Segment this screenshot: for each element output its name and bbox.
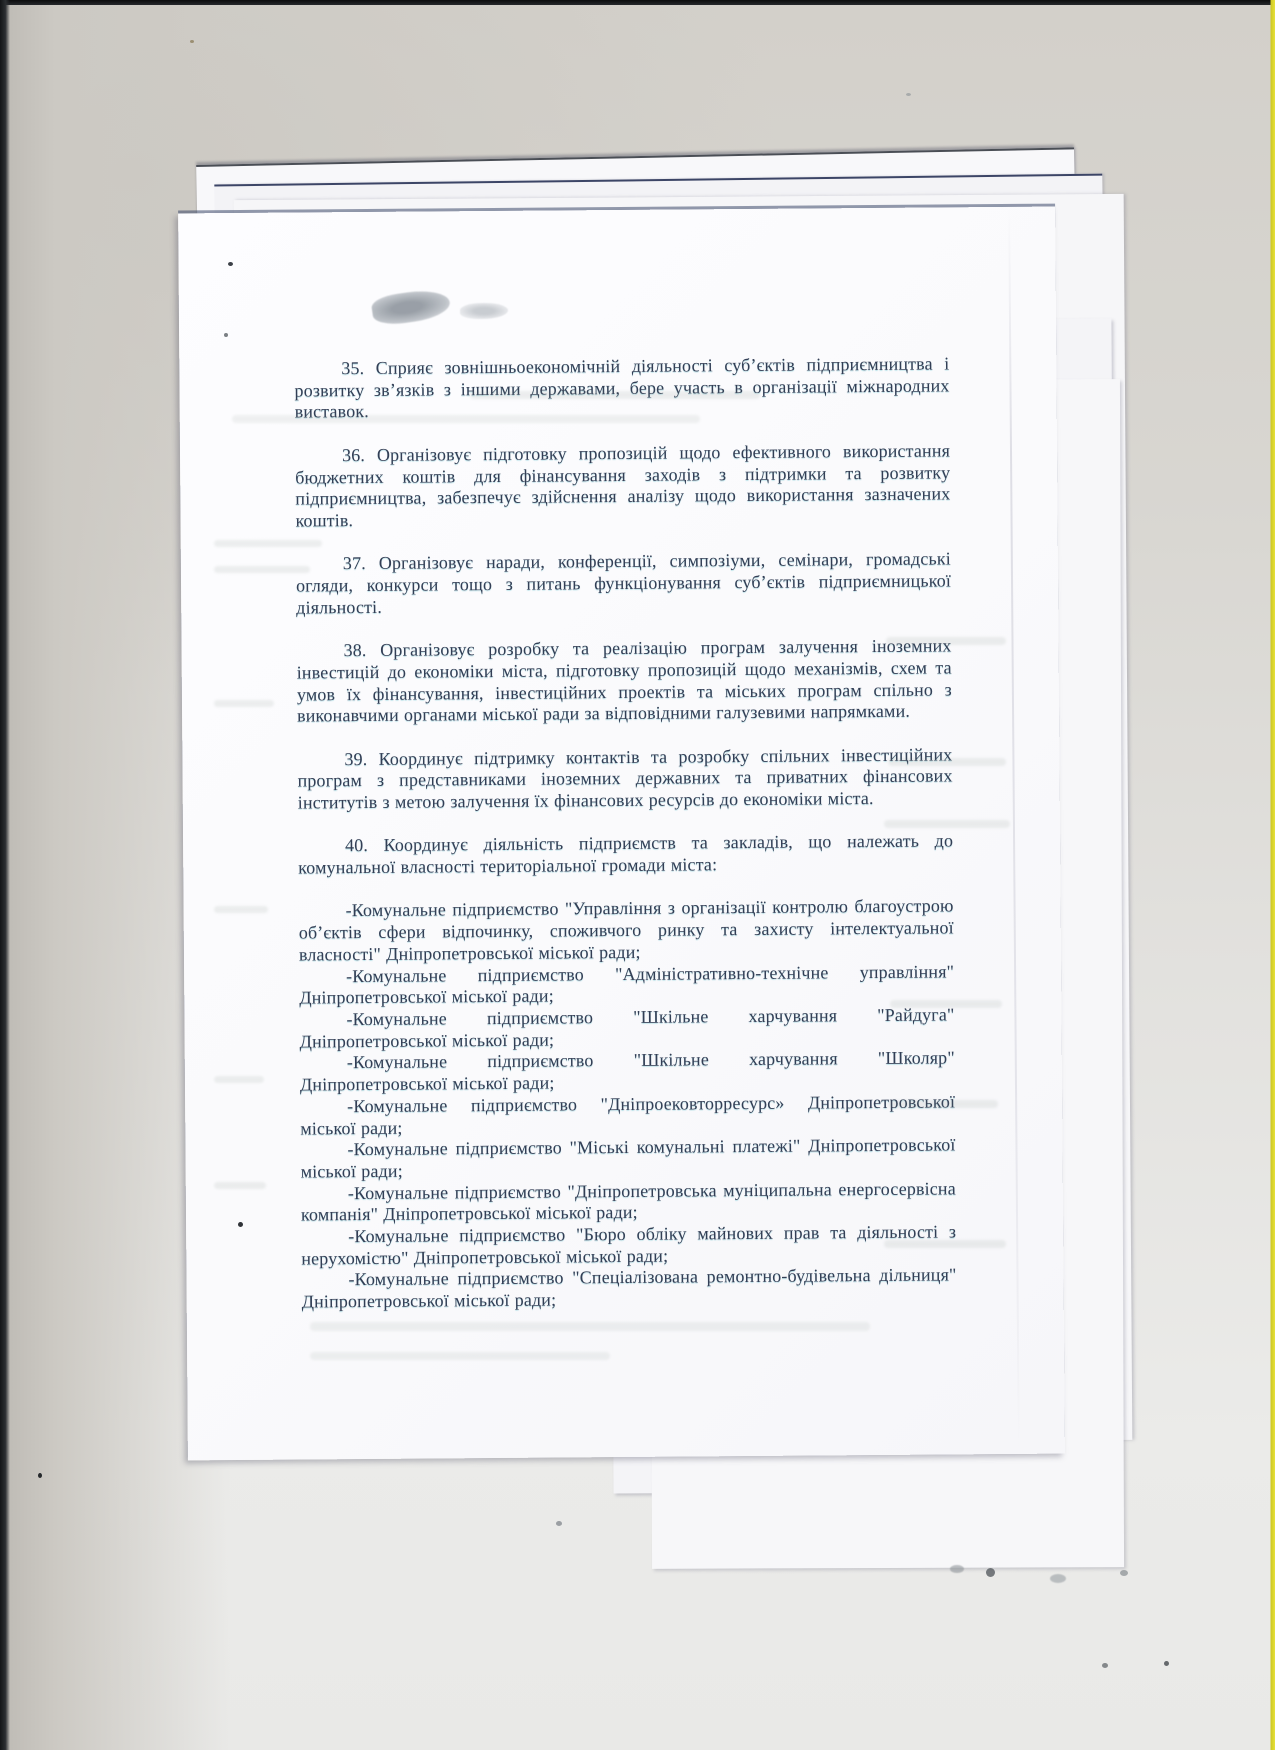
bleed-through-mark bbox=[886, 637, 1006, 645]
dust-speck bbox=[950, 1565, 964, 1573]
enterprise-list-item: -Комунальне підприємство "Адміністративно-технічне управління" Дніпропетровської міської ради; bbox=[299, 960, 955, 1008]
dust-speck bbox=[38, 1473, 42, 1478]
dust-speck bbox=[228, 262, 233, 266]
bleed-through-mark bbox=[884, 1240, 1006, 1248]
bleed-through-mark bbox=[232, 415, 700, 423]
bleed-through-mark bbox=[214, 1076, 264, 1083]
bleed-through-mark bbox=[470, 391, 760, 399]
paragraph-40: 40. Координує діяльність підприємств та закладів, що належать до комунальної власності територіальної громади міста: bbox=[298, 830, 954, 878]
document-text bbox=[294, 353, 956, 1313]
bleed-through-mark bbox=[890, 1000, 1002, 1008]
bleed-through-mark bbox=[888, 1100, 998, 1108]
bleed-through-mark bbox=[214, 906, 268, 913]
bleed-through-mark bbox=[884, 820, 1010, 828]
enterprise-list-item: -Комунальне підприємство "Управління з організації контролю благоустрою об’єктів сфери відпочинку, споживчого ринку та захисту інтелектуальної власності" Дніпропетровської міської ради; bbox=[298, 895, 954, 965]
enterprise-list-item: -Комунальне підприємство "Шкільне харчування "Райдуга" Дніпропетровської міської ради; bbox=[299, 1004, 955, 1052]
paragraph-39: 39. Координує підтримку контактів та розробку спільних інвестиційних програм з представниками іноземних державних та приватних фінансових інститутів з метою залучення їх фінансових ресурсів до економіки міста. bbox=[297, 743, 953, 813]
paragraph-36: 36. Організовує підготовку пропозицій щодо ефективного використання бюджетних коштів для фінансування заходів з підтримки та розвитку підприємництва, забезпечує здійснення аналізу щодо використання зазначених коштів. bbox=[295, 440, 951, 531]
dust-speck bbox=[1164, 1661, 1169, 1666]
enterprise-list-item: -Комунальне підприємство "Дніпроековторресурс» Дніпропетровської міської ради; bbox=[300, 1091, 956, 1139]
dust-speck bbox=[1050, 1574, 1066, 1583]
dust-speck bbox=[190, 40, 194, 43]
paragraph-37: 37. Організовує наради, конференції, симпозіуми, семінари, громадські огляди, конкурси тощо з питань функціонування суб’єктів підприємницької діяльності. bbox=[295, 548, 952, 618]
scanner-edge-left bbox=[0, 0, 10, 1750]
paragraph-35: 35. Сприяє зовнішньоекономічній діяльності суб’єктів підприємництва і розвитку зв’язків з іншими державами, бере участь в організації міжнародних виставок. bbox=[294, 353, 950, 422]
bleed-through-mark bbox=[310, 1352, 610, 1360]
bleed-through-mark bbox=[214, 566, 310, 573]
bleed-through-mark bbox=[214, 1182, 266, 1189]
bleed-through-mark bbox=[888, 758, 1006, 766]
dust-speck bbox=[986, 1568, 995, 1577]
paragraph-38: 38. Організовує розробку та реалізацію програм залучення іноземних інвестицій до економіки міста, підготовку пропозицій щодо механізмів, схем та умов їх фінансування, інвестиційних проектів та міських програм спільно з виконавчими органами міської ради за відповідними галузевими напрямками. bbox=[296, 635, 952, 726]
dust-speck bbox=[238, 1222, 243, 1227]
enterprise-list-item: -Комунальне підприємство "Міські комунальні платежі" Дніпропетровської міської ради; bbox=[300, 1134, 956, 1182]
dust-speck bbox=[906, 93, 911, 96]
bleed-through-mark bbox=[214, 700, 274, 707]
dust-speck bbox=[556, 1521, 562, 1526]
enterprise-list-item: -Комунальне підприємство "Дніпропетровська муніципальна енергосервісна компанія" Дніпропетровської міської ради; bbox=[300, 1178, 956, 1225]
bleed-through-mark bbox=[310, 1322, 870, 1331]
scanner-edge-right-yellow bbox=[1270, 0, 1275, 1750]
paper-crease bbox=[1008, 207, 1020, 1454]
scanner-edge-top bbox=[0, 0, 1275, 5]
bleed-through-mark bbox=[214, 540, 322, 547]
dust-speck bbox=[1120, 1570, 1128, 1576]
dust-speck bbox=[1102, 1663, 1108, 1668]
enterprise-list-item: -Комунальне підприємство "Шкільне харчування "Школяр" Дніпропетровської міської ради; bbox=[299, 1047, 955, 1095]
enterprise-list-item: -Комунальне підприємство "Спеціалізована ремонтно-будівельна дільниця" Дніпропетровської міської ради; bbox=[301, 1264, 957, 1312]
dust-speck bbox=[224, 333, 228, 337]
enterprise-list-item: -Комунальне підприємство "Бюро обліку майнових прав та діяльності з нерухомістю" Дніпропетровської міської ради; bbox=[301, 1221, 957, 1269]
